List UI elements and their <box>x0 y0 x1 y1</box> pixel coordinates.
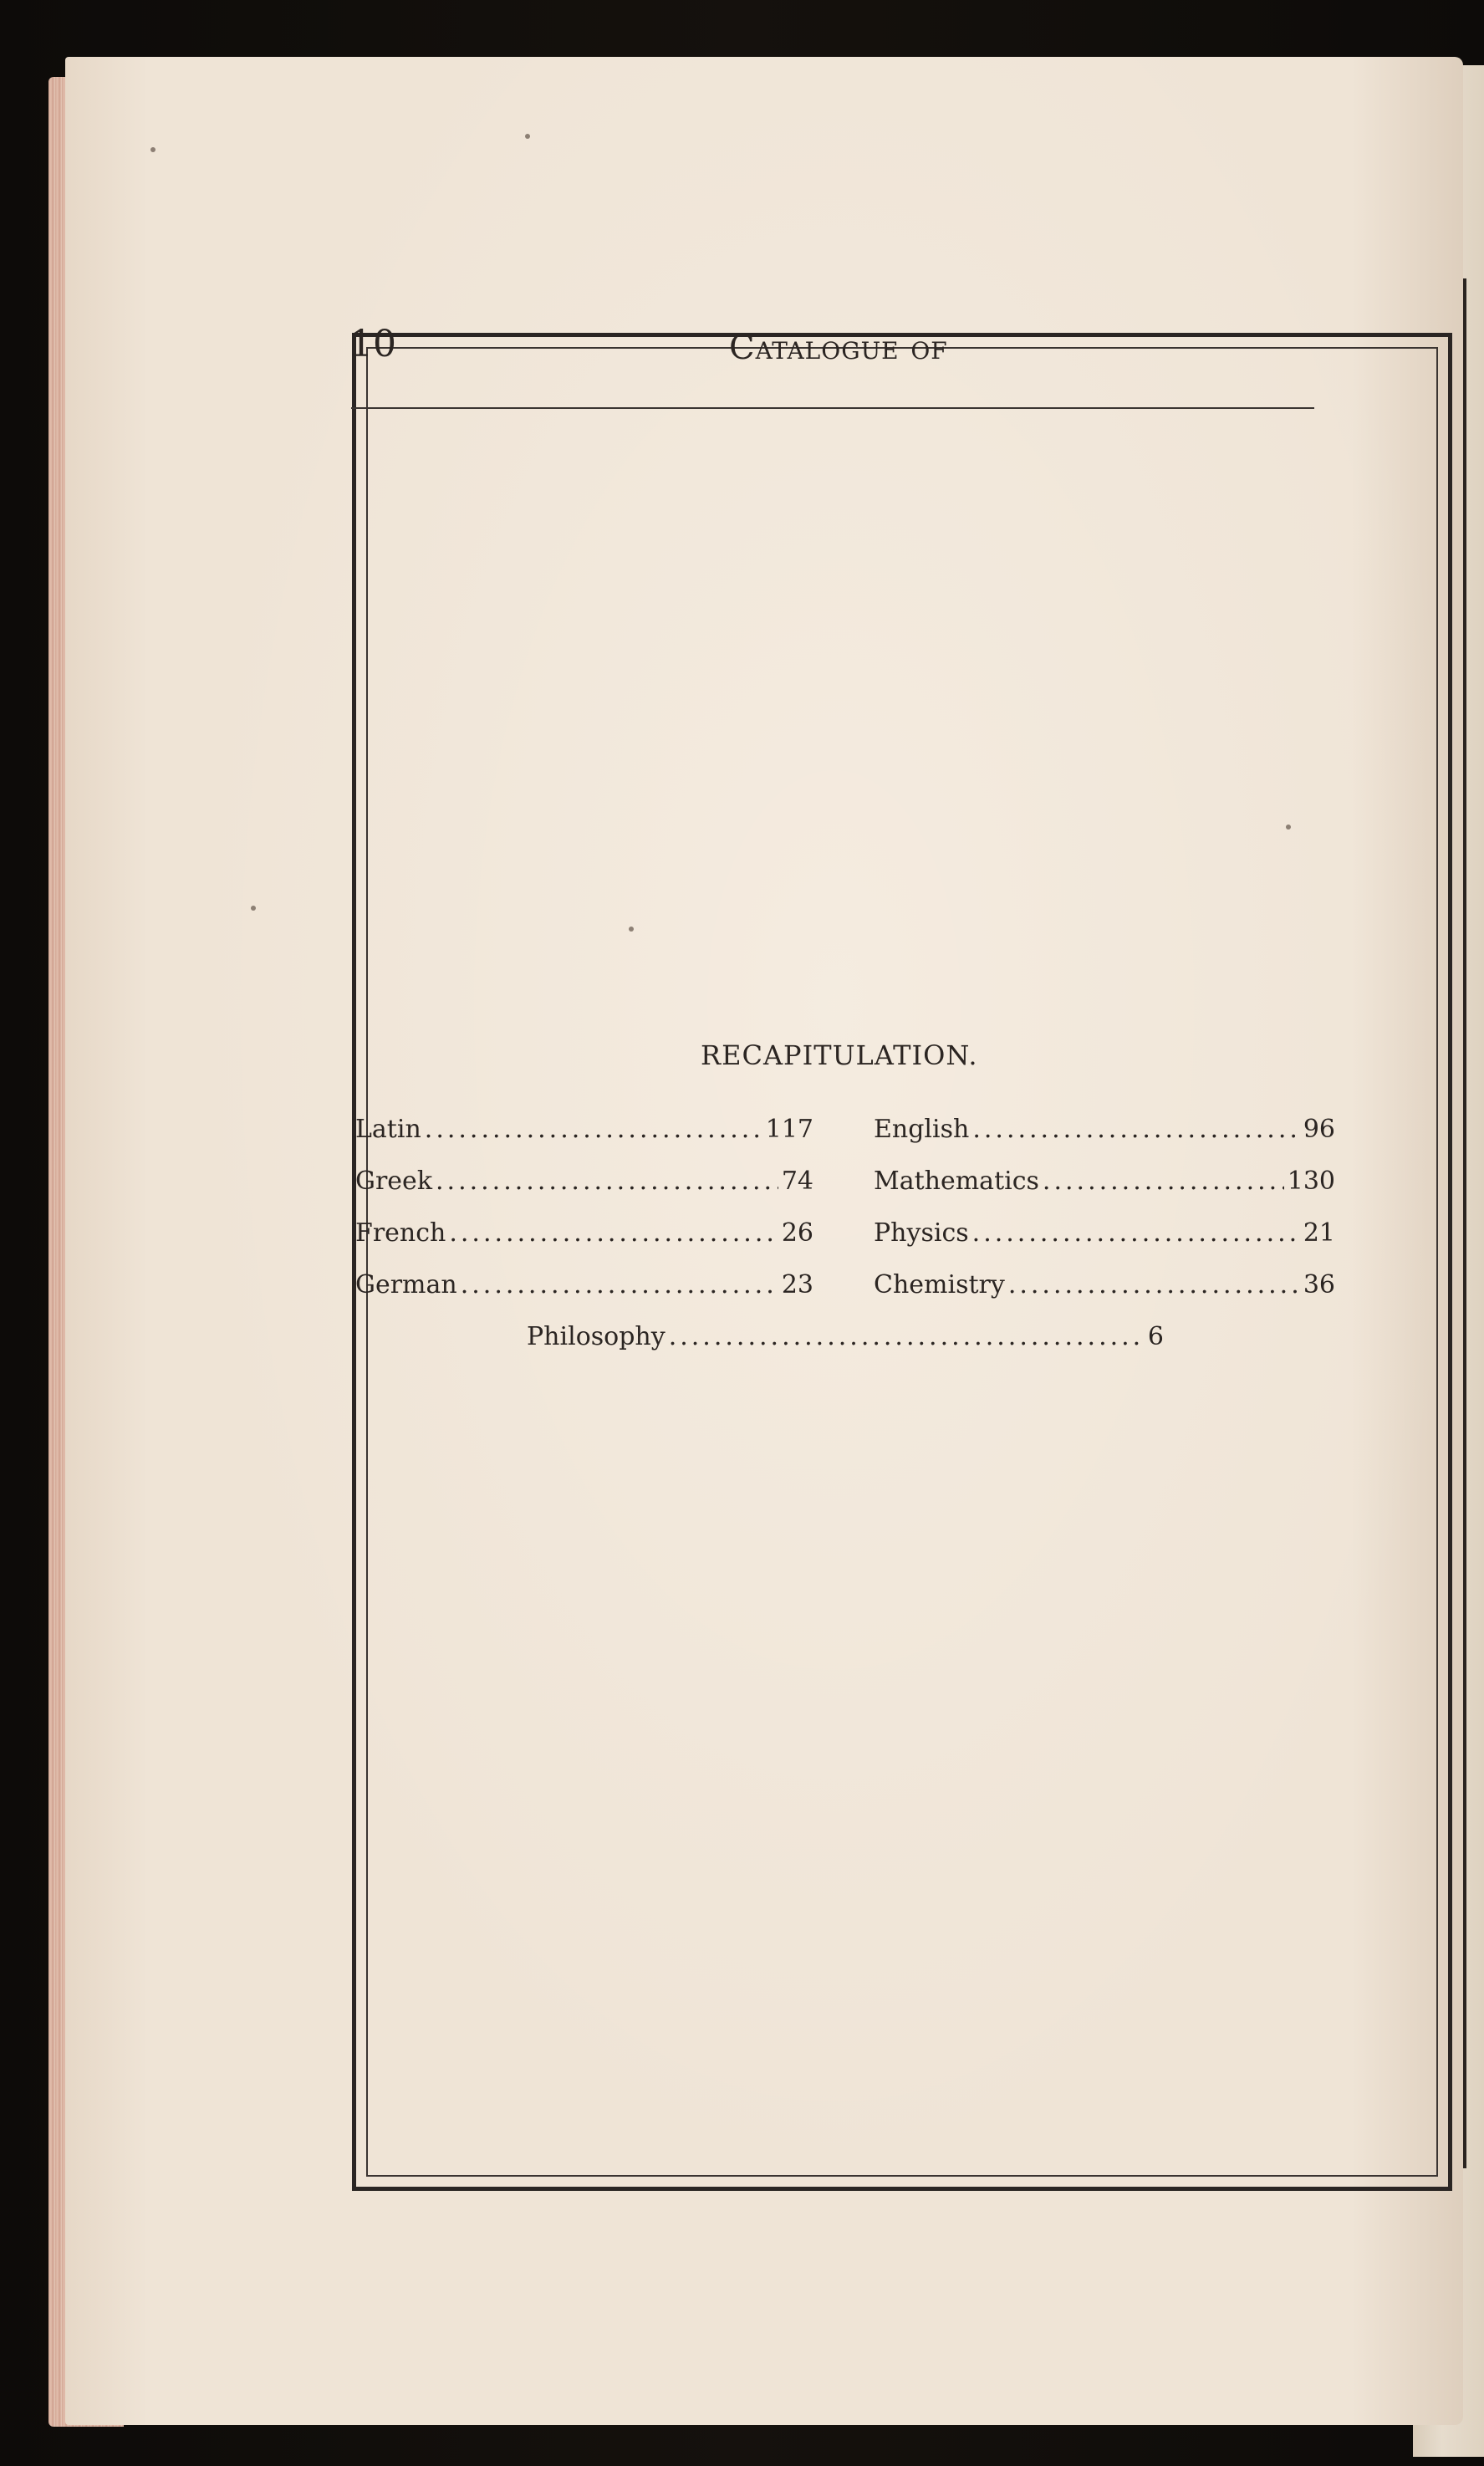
dot-leader <box>461 1270 778 1299</box>
recap-count: 23 <box>781 1270 813 1299</box>
recap-subject: Chemistry <box>874 1270 1005 1299</box>
recap-count: 130 <box>1287 1167 1335 1196</box>
recap-count: 117 <box>765 1115 813 1144</box>
dot-leader <box>1008 1270 1300 1299</box>
recap-count: 6 <box>1147 1322 1164 1351</box>
running-head: Catalogue of <box>729 329 948 367</box>
dot-leader <box>972 1218 1300 1248</box>
page-number: 10 <box>349 323 396 365</box>
recap-subject: English <box>874 1115 970 1144</box>
recap-count: 96 <box>1303 1115 1335 1144</box>
recap-entry-greek <box>355 1167 813 1196</box>
recap-entry-philosophy <box>527 1322 1164 1351</box>
dot-leader <box>425 1115 762 1144</box>
recap-count: 74 <box>781 1167 813 1196</box>
page-border-inner <box>366 347 1438 2177</box>
adjacent-page-frame <box>1463 278 1484 2168</box>
recap-entry-english <box>874 1115 1335 1144</box>
recap-entry-mathematics <box>874 1167 1335 1196</box>
header-rule <box>351 407 1314 409</box>
dot-leader <box>449 1218 778 1248</box>
page-border-outer <box>352 333 1452 2191</box>
paper-speck <box>525 134 530 139</box>
recap-subject: German <box>355 1270 457 1299</box>
recap-entry-german <box>355 1270 813 1299</box>
paper-speck <box>150 147 156 152</box>
recap-subject: Mathematics <box>874 1167 1039 1196</box>
recap-count: 36 <box>1303 1270 1335 1299</box>
recap-count: 26 <box>781 1218 813 1248</box>
recap-subject: Greek <box>355 1167 432 1196</box>
dot-leader <box>436 1167 778 1196</box>
recap-entry-chemistry <box>874 1270 1335 1299</box>
recap-entry-latin <box>355 1115 813 1144</box>
recap-subject: French <box>355 1218 446 1248</box>
recap-entry-french <box>355 1218 813 1248</box>
section-heading: RECAPITULATION. <box>701 1039 978 1071</box>
dot-leader <box>1043 1167 1284 1196</box>
paper-speck <box>251 906 256 911</box>
recap-count: 21 <box>1303 1218 1335 1248</box>
dot-leader <box>972 1115 1299 1144</box>
recap-subject: Latin <box>355 1115 421 1144</box>
recap-subject: Physics <box>874 1218 969 1248</box>
dot-leader <box>669 1322 1145 1351</box>
recap-entry-physics <box>874 1218 1335 1248</box>
recap-subject: Philosophy <box>527 1322 666 1351</box>
